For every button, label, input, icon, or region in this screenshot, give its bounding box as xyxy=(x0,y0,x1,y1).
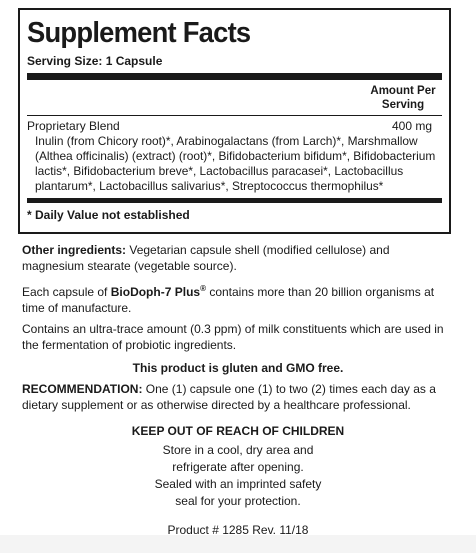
daily-value-note: * Daily Value not established xyxy=(27,207,190,222)
product-brand: BioDoph-7 Plus xyxy=(110,285,201,299)
organisms-prefix: Each capsule of xyxy=(22,285,111,299)
supplement-facts-panel xyxy=(18,8,451,234)
product-number: Product # 1285 Rev. 11/18 xyxy=(167,523,309,537)
milk-statement: Contains an ultra-trace amount (0.3 ppm) of milk constituents which are used in the fermentation of probiotic ingredients. xyxy=(22,322,444,352)
storage-line: seal for your protection. xyxy=(175,494,301,508)
other-ingredients-text: Vegetarian capsule shell (modified cellulose) and magnesium stearate (vegetable source). xyxy=(22,243,390,273)
amount-per-label: Amount Per xyxy=(370,84,436,97)
serving-label: Serving xyxy=(381,98,425,111)
other-ingredients-label: Other ingredients: xyxy=(22,243,127,257)
storage-line: Store in a cool, dry area and xyxy=(162,443,314,457)
storage-line: refrigerate after opening. xyxy=(172,460,304,474)
blend-name: Proprietary Blend xyxy=(27,118,120,133)
organisms-statement xyxy=(22,281,454,316)
registered-mark: ® xyxy=(200,284,206,293)
other-ingredients xyxy=(22,242,454,274)
recommendation-label: RECOMMENDATION: xyxy=(22,382,143,396)
storage-line: Sealed with an imprinted safety xyxy=(154,477,322,491)
gluten-statement: This product is gluten and GMO free. xyxy=(132,361,344,375)
recommendation xyxy=(22,381,454,413)
recommendation-text: One (1) capsule one (1) to two (2) times each day as a dietary supplement or as otherwise directed by a healthcare professional. xyxy=(22,382,436,412)
bottom-edge xyxy=(0,535,476,553)
proprietary-blend-row xyxy=(27,119,442,133)
storage-instructions xyxy=(22,442,454,510)
serving-size: Serving Size: 1 Capsule xyxy=(27,54,442,80)
blend-amount: 400 mg xyxy=(391,118,432,133)
blend-ingredients: Inulin (from Chicory root)*, Arabinogalactans (from Larch)*, Marshmallow (Althea officinalis) (extract) (root)*, Bifidobacterium bifidum*, Bifidobacterium lactis*, Bifidobacterium breve*, Lactobacillus paracasei*, Lactobacillus plantarum*, Lactobacillus salivarius*, Streptococcus thermophilus* xyxy=(27,134,442,203)
children-warning: KEEP OUT OF REACH OF CHILDREN xyxy=(131,424,345,438)
facts-title: Supplement Facts xyxy=(27,17,251,49)
organisms-suffix: contains more than 20 billion organisms at time of manufacture. xyxy=(22,285,435,315)
amount-per-serving-header xyxy=(27,80,442,116)
